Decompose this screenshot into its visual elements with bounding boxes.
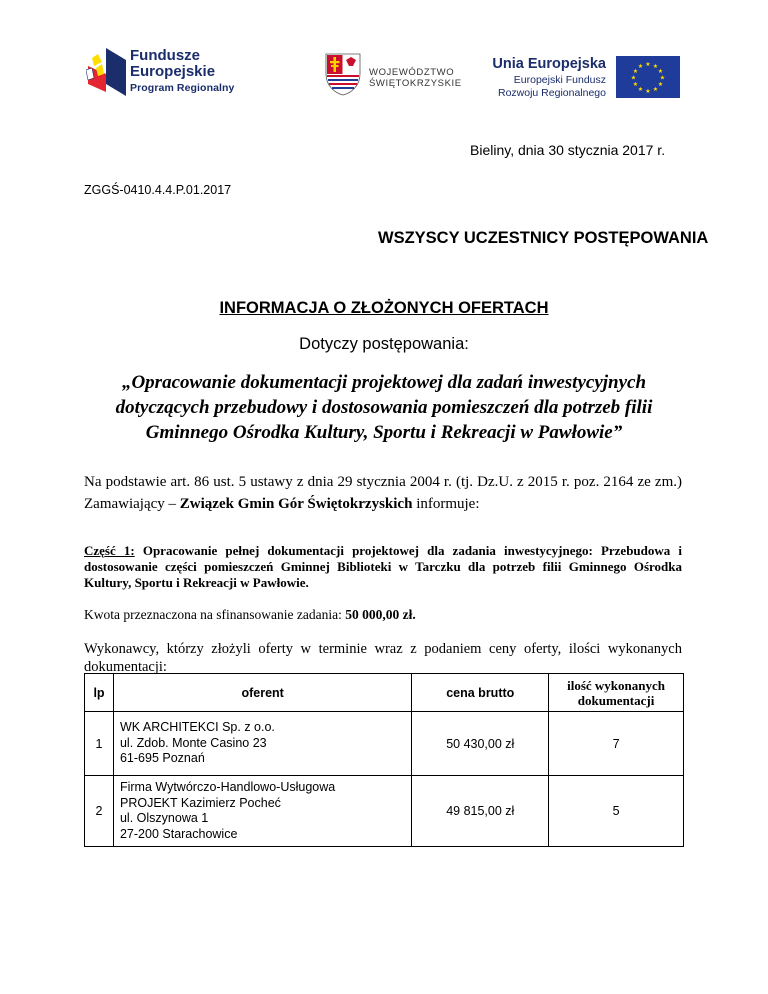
eu-logo-text bbox=[478, 56, 606, 100]
row-price: 49 815,00 zł bbox=[412, 776, 549, 847]
funds-logo-mark bbox=[86, 48, 126, 96]
svg-text:★: ★ bbox=[637, 63, 644, 70]
contracting-authority: Związek Gmin Gór Świętokrzyskich bbox=[179, 496, 413, 512]
svg-text:★: ★ bbox=[637, 86, 644, 93]
part-label: Część 1: bbox=[84, 543, 135, 558]
header-lp: lp bbox=[85, 674, 114, 712]
svg-text:★: ★ bbox=[659, 74, 666, 82]
row-offeror bbox=[113, 712, 411, 776]
row-lp: 1 bbox=[85, 712, 114, 776]
offeror-line: ul. Olszynowa 1 bbox=[119, 811, 209, 825]
eu-logo-title: Unia Europejska bbox=[492, 56, 606, 72]
eu-logo-line2: Rozwoju Regionalnego bbox=[498, 87, 606, 99]
header-count: ilość wykonanych dokumentacji bbox=[549, 674, 684, 712]
funds-logo-line1: Fundusze bbox=[130, 47, 200, 64]
svg-text:★: ★ bbox=[645, 88, 651, 95]
intro-ending: informuje: bbox=[412, 496, 480, 512]
place-date: Bieliny, dnia 30 stycznia 2017 r. bbox=[470, 142, 666, 158]
table-row bbox=[85, 776, 684, 847]
svg-text:★: ★ bbox=[657, 81, 664, 88]
funds-logo-line2: Europejskie bbox=[130, 63, 216, 80]
svg-text:★: ★ bbox=[657, 68, 664, 75]
table-header-row bbox=[85, 674, 684, 712]
region-logo bbox=[325, 52, 462, 98]
offeror-line: ul. Zdob. Monte Casino 23 bbox=[119, 735, 267, 750]
row-offeror bbox=[113, 776, 411, 847]
funds-logo-line3: Program Regionalny bbox=[130, 82, 235, 94]
region-logo-line1: WOJEWÓDZTWO bbox=[369, 67, 455, 78]
coat-of-arms-icon bbox=[325, 52, 361, 96]
intro-text: Na podstawie art. 86 ust. 5 ustawy z dnia 29 stycznia 2004 r. (tj. Dz.U. z 2015 r. poz. 2164 ze zm.) Zamawiający – bbox=[84, 474, 682, 512]
eu-logo-line1: Europejski Fundusz bbox=[513, 74, 606, 86]
svg-text:★: ★ bbox=[632, 81, 639, 88]
region-logo-line2: ŚWIĘTOKRZYSKIE bbox=[369, 78, 462, 89]
svg-text:★: ★ bbox=[632, 68, 639, 75]
eu-flag-icon bbox=[616, 56, 680, 98]
header-offeror: oferent bbox=[113, 674, 411, 712]
document-title: INFORMACJA O ZŁOŻONYCH OFERTACH bbox=[219, 299, 549, 317]
svg-text:★: ★ bbox=[652, 86, 659, 93]
row-count: 7 bbox=[549, 712, 684, 776]
procurement-subject: „Opracowanie dokumentacji projektowej dla zadań inwestycyjnych dotyczących przebudowy i dostosowania pomieszczeń dla potrzeb filii Gminnego Ośrodka Kultury, Sportu i Rekreacji w Pawłowie” bbox=[115, 372, 653, 443]
table-row bbox=[85, 712, 684, 776]
offeror-line: Firma Wytwórczo-Handlowo-Usługowa bbox=[119, 780, 336, 794]
part-description bbox=[84, 543, 682, 591]
offeror-line: PROJEKT Kazimierz Pocheć bbox=[119, 795, 281, 810]
offers-table bbox=[84, 673, 684, 847]
addressee: WSZYSCY UCZESTNICY POSTĘPOWANIA bbox=[378, 229, 709, 247]
part-text: Opracowanie pełnej dokumentacji projektowej dla zadania inwestycyjnego: Przebudowa i dostosowanie części pomieszczeń Gminnej Biblioteki w Tarczku dla potrzeb filii Gminnego Ośrodka Kultury, Sportu i Rekreacji w Pawłowie. bbox=[84, 543, 683, 590]
intro-paragraph bbox=[84, 471, 682, 515]
budget-amount: 50 000,00 zł. bbox=[345, 607, 416, 622]
row-price: 50 430,00 zł bbox=[412, 712, 549, 776]
funds-logo bbox=[86, 46, 236, 98]
row-lp: 2 bbox=[85, 776, 114, 847]
svg-text:★: ★ bbox=[645, 61, 651, 68]
offeror-line: 61-695 Poznań bbox=[119, 751, 205, 766]
svg-text:★: ★ bbox=[652, 63, 659, 70]
header-price: cena brutto bbox=[412, 674, 549, 712]
row-count: 5 bbox=[549, 776, 684, 847]
budget-line bbox=[84, 607, 416, 623]
offeror-line: 27-200 Starachowice bbox=[119, 826, 238, 841]
budget-label: Kwota przeznaczona na sfinansowanie zadania: bbox=[84, 607, 346, 622]
concerns-label: Dotyczy postępowania: bbox=[299, 335, 469, 353]
table-intro: Wykonawcy, którzy złożyli oferty w terminie wraz z podaniem ceny oferty, ilości wykonanych dokumentacji: bbox=[84, 641, 682, 675]
reference-number: ZGGŚ-0410.4.4.P.01.2017 bbox=[84, 183, 232, 197]
svg-text:★: ★ bbox=[630, 74, 637, 82]
offeror-line: WK ARCHITEKCI Sp. z o.o. bbox=[119, 720, 275, 735]
